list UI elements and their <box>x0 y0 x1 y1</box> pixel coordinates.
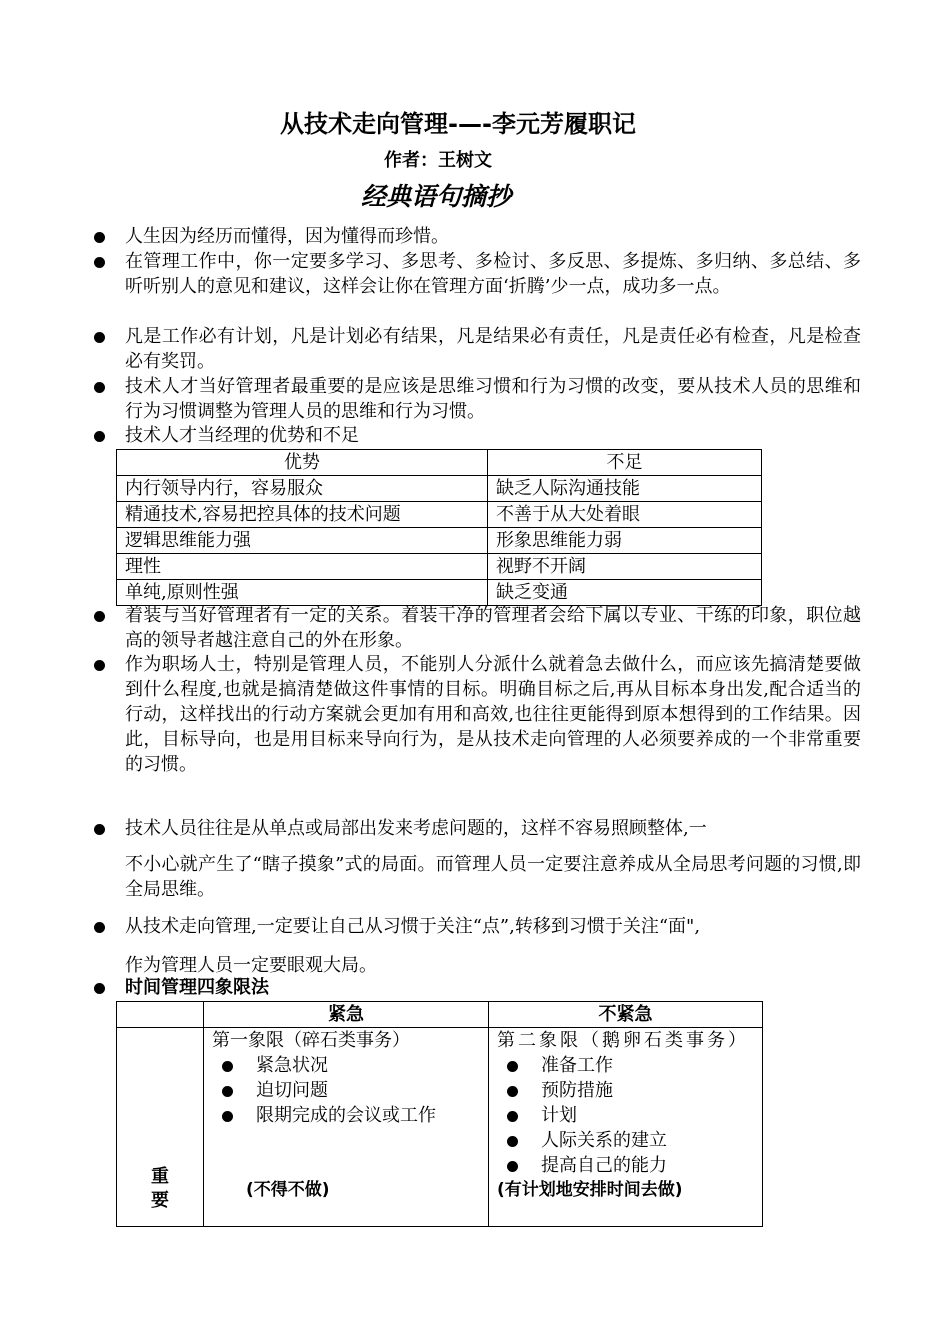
table-header: 优势 <box>117 450 488 476</box>
bullet-text: 着装与当好管理者有一定的关系。着装干净的管理者会给下属以专业、干练的印象，职位越高的领导者越注意自己的外在形象。 <box>125 605 861 651</box>
bullet-icon <box>222 1111 233 1122</box>
table-cell: 形象思维能力弱 <box>488 528 762 554</box>
list-item <box>212 1103 480 1128</box>
table-row <box>117 554 762 580</box>
table-cell: 视野不开阔 <box>488 554 762 580</box>
bullet-icon <box>94 382 105 393</box>
table-cell: 内行领导内行，容易服众 <box>117 476 488 502</box>
bullet-text: 技术人员往往是从单点或局部出发来考虑问题的，这样不容易照顾整体,一 <box>125 818 707 839</box>
bullet-text: 作为职场人士，特别是管理人员，不能别人分派什么就着急去做什么，而应该先搞清楚要做到什么程度,也就是搞清楚做这件事情的目标。明确目标之后,再从目标本身出发,配合适当的行动，这样找出的行动方案就会更加有用和高效,也往往更能得到原本想得到的工作结果。因此，目标导向，也是用目标来导向行为，是从技术走向管理的人必须要养成的一个非常重要的习惯。 <box>125 654 861 775</box>
bullet-icon <box>222 1061 233 1072</box>
table-corner-cell <box>117 1002 204 1028</box>
list-item-text: 预防措施 <box>541 1080 613 1101</box>
row-label-important <box>117 1028 204 1227</box>
list-item <box>212 1053 480 1078</box>
table-cell: 单纯,原则性强 <box>117 580 488 606</box>
table-cell: 理性 <box>117 554 488 580</box>
table-row <box>117 502 762 528</box>
table-row <box>117 476 762 502</box>
list-item-text: 准备工作 <box>541 1055 613 1076</box>
bullet-icon <box>507 1111 518 1122</box>
column-header-not-urgent: 不紧急 <box>489 1002 763 1028</box>
bullet-text: 技术人才当好管理者最重要的是应该是思维习惯和行为习惯的改变，要从技术人员的思维和行为习惯调整为管理人员的思维和行为习惯。 <box>125 376 861 422</box>
list-item <box>497 1053 754 1078</box>
list-item <box>497 1128 754 1153</box>
bullet-icon <box>94 824 105 835</box>
table-row <box>117 528 762 554</box>
time-quadrant-table <box>116 1001 763 1227</box>
list-item-text: 人际关系的建立 <box>541 1130 667 1151</box>
bullet-text: 从技术走向管理,一定要让自己从习惯于关注“点”,转移到习惯于关注“面", <box>125 916 701 937</box>
bullet-text-continued: 不小心就产生了“瞎子摸象”式的局面。而管理人员一定要注意养成从全局思考问题的习惯,即全局思维。 <box>125 854 861 900</box>
section-subtitle: 经典语句摘抄 <box>360 182 511 211</box>
bullet-icon <box>94 922 105 933</box>
bullet-text: 人生因为经历而懂得，因为懂得而珍惜。 <box>125 226 449 247</box>
bullet-heading: 时间管理四象限法 <box>125 977 269 998</box>
list-item <box>497 1078 754 1103</box>
author-line: 作者：王树文 <box>384 150 492 171</box>
quadrant-1-note: (不得不做) <box>246 1180 330 1200</box>
quadrant-2-title: 第二象限（鹅卵石类事务） <box>497 1030 749 1051</box>
quadrant-1-title: 第一象限（碎石类事务） <box>212 1030 410 1051</box>
bullet-text: 在管理工作中，你一定要多学习、多思考、多检讨、多反思、多提炼、多归纳、多总结、多听听别人的意见和建议，这样会让你在管理方面‘折腾’少一点，成功多一点。 <box>125 251 861 297</box>
list-item-text: 提高自己的能力 <box>541 1155 667 1176</box>
table-cell: 缺乏变通 <box>488 580 762 606</box>
list-item <box>212 1078 480 1103</box>
document-title: 从技术走向管理-—-李元芳履职记 <box>280 110 636 138</box>
bullet-icon <box>94 611 105 622</box>
bullet-icon <box>94 431 105 442</box>
bullet-text: 凡是工作必有计划，凡是计划必有结果，凡是结果必有责任，凡是责任必有检查，凡是检查必有奖罚。 <box>125 326 861 372</box>
bullet-icon <box>507 1136 518 1147</box>
list-item <box>497 1153 754 1178</box>
table-row <box>117 580 762 606</box>
list-item-text: 限期完成的会议或工作 <box>256 1105 436 1126</box>
table-cell: 精通技术,容易把控具体的技术问题 <box>117 502 488 528</box>
column-header-urgent: 紧急 <box>204 1002 489 1028</box>
quadrant-2-cell <box>489 1028 763 1227</box>
table-header: 不足 <box>488 450 762 476</box>
bullet-icon <box>94 660 105 671</box>
bullet-icon <box>507 1161 518 1172</box>
bullet-icon <box>507 1086 518 1097</box>
table-cell: 逻辑思维能力强 <box>117 528 488 554</box>
bullet-icon <box>94 257 105 268</box>
quadrant-2-note: (有计划地安排时间去做) <box>497 1180 683 1200</box>
bullet-text-continued: 作为管理人员一定要眼观大局。 <box>125 955 377 976</box>
table-cell: 不善于从大处着眼 <box>488 502 762 528</box>
row-label-text: 重要 <box>151 1166 169 1211</box>
bullet-icon <box>94 983 105 994</box>
bullet-text: 技术人才当经理的优势和不足 <box>125 425 359 446</box>
list-item-text: 计划 <box>541 1105 577 1126</box>
quadrant-1-cell <box>204 1028 489 1227</box>
bullet-icon <box>94 332 105 343</box>
strengths-weaknesses-table <box>116 449 762 606</box>
table-cell: 缺乏人际沟通技能 <box>488 476 762 502</box>
list-item-text: 紧急状况 <box>256 1055 328 1076</box>
list-item <box>497 1103 754 1128</box>
bullet-icon <box>222 1086 233 1097</box>
bullet-icon <box>94 232 105 243</box>
bullet-icon <box>507 1061 518 1072</box>
list-item-text: 迫切问题 <box>256 1080 328 1101</box>
